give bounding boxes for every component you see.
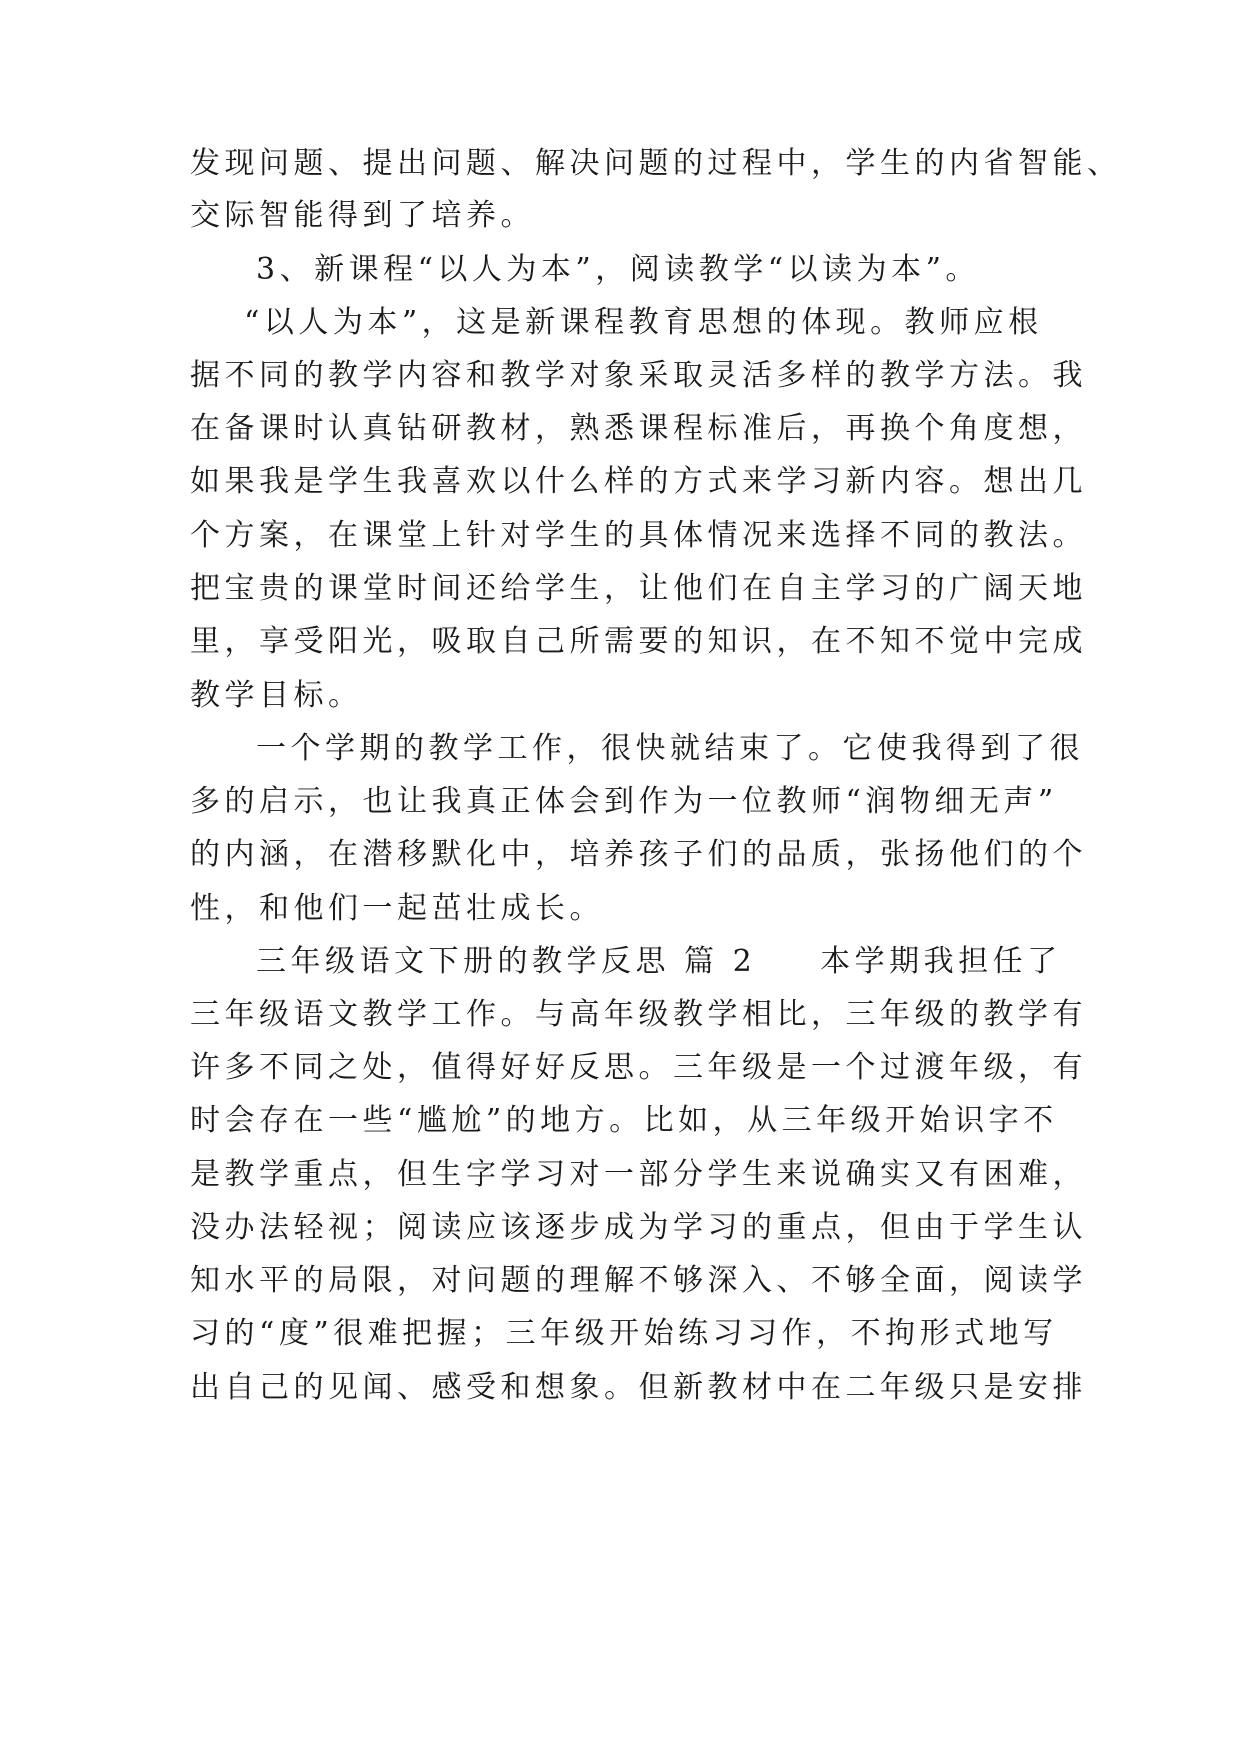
body-text-line: 的内涵，在潜移默化中，培养孩子们的品质，张扬他们的个 <box>190 837 1087 872</box>
body-text-line: 交际智能得到了培养。 <box>190 198 535 233</box>
body-text-line: 是教学重点，但生字学习对一部分学生来说确实又有困难， <box>190 1157 1087 1192</box>
body-text-line: 教学目标。 <box>190 678 363 713</box>
body-text-line: 据不同的教学内容和教学对象采取灵活多样的教学方法。我 <box>190 358 1087 393</box>
body-text-line: 性，和他们一起茁壮成长。 <box>190 891 604 926</box>
body-text-line: 没办法轻视；阅读应该逐步成为学习的重点，但由于学生认 <box>190 1210 1087 1245</box>
body-text-line: 发现问题、提出问题、解决问题的过程中，学生的内省智能、 <box>190 146 1122 181</box>
article-title-line <box>256 942 1062 982</box>
body-text-line: 知水平的局限，对问题的理解不够深入、不够全面，阅读学 <box>190 1263 1087 1298</box>
body-text-line: 个方案，在课堂上针对学生的具体情况来选择不同的教法。 <box>190 518 1087 553</box>
body-text-start: 本学期我担任了 <box>820 944 1062 979</box>
body-text-line: 多的启示，也让我真正体会到作为一位教师“润物细无声” <box>190 784 1058 819</box>
body-text-line: 在备课时认真钻研教材，熟悉课程标准后，再换个角度想， <box>190 411 1087 446</box>
article-title: 三年级语文下册的教学反思 篇 2 <box>256 944 757 979</box>
body-text-line: 三年级语文教学工作。与高年级教学相比，三年级的教学有 <box>190 997 1087 1032</box>
section-heading: 3、新课程“以人为本”，阅读教学“以读为本”。 <box>256 252 980 287</box>
body-text-line: 时会存在一些“尴尬”的地方。比如，从三年级开始识字不 <box>190 1103 1058 1138</box>
body-text-line: 一个学期的教学工作，很快就结束了。它使我得到了很 <box>256 731 1084 766</box>
body-text-line: 习的“度”很难把握；三年级开始练习习作，不拘形式地写 <box>190 1316 1058 1351</box>
body-text-line: 许多不同之处，值得好好反思。三年级是一个过渡年级，有 <box>190 1050 1087 1085</box>
body-text-line: “以人为本”，这是新课程教育思想的体现。教师应根 <box>244 305 1043 340</box>
body-text-line: 如果我是学生我喜欢以什么样的方式来学习新内容。想出几 <box>190 464 1087 499</box>
body-text-line: 出自己的见闻、感受和想象。但新教材中在二年级只是安排 <box>190 1370 1087 1405</box>
body-text-line: 把宝贵的课堂时间还给学生，让他们在自主学习的广阔天地 <box>190 571 1087 606</box>
body-text-line: 里，享受阳光，吸取自己所需要的知识，在不知不觉中完成 <box>190 624 1087 659</box>
